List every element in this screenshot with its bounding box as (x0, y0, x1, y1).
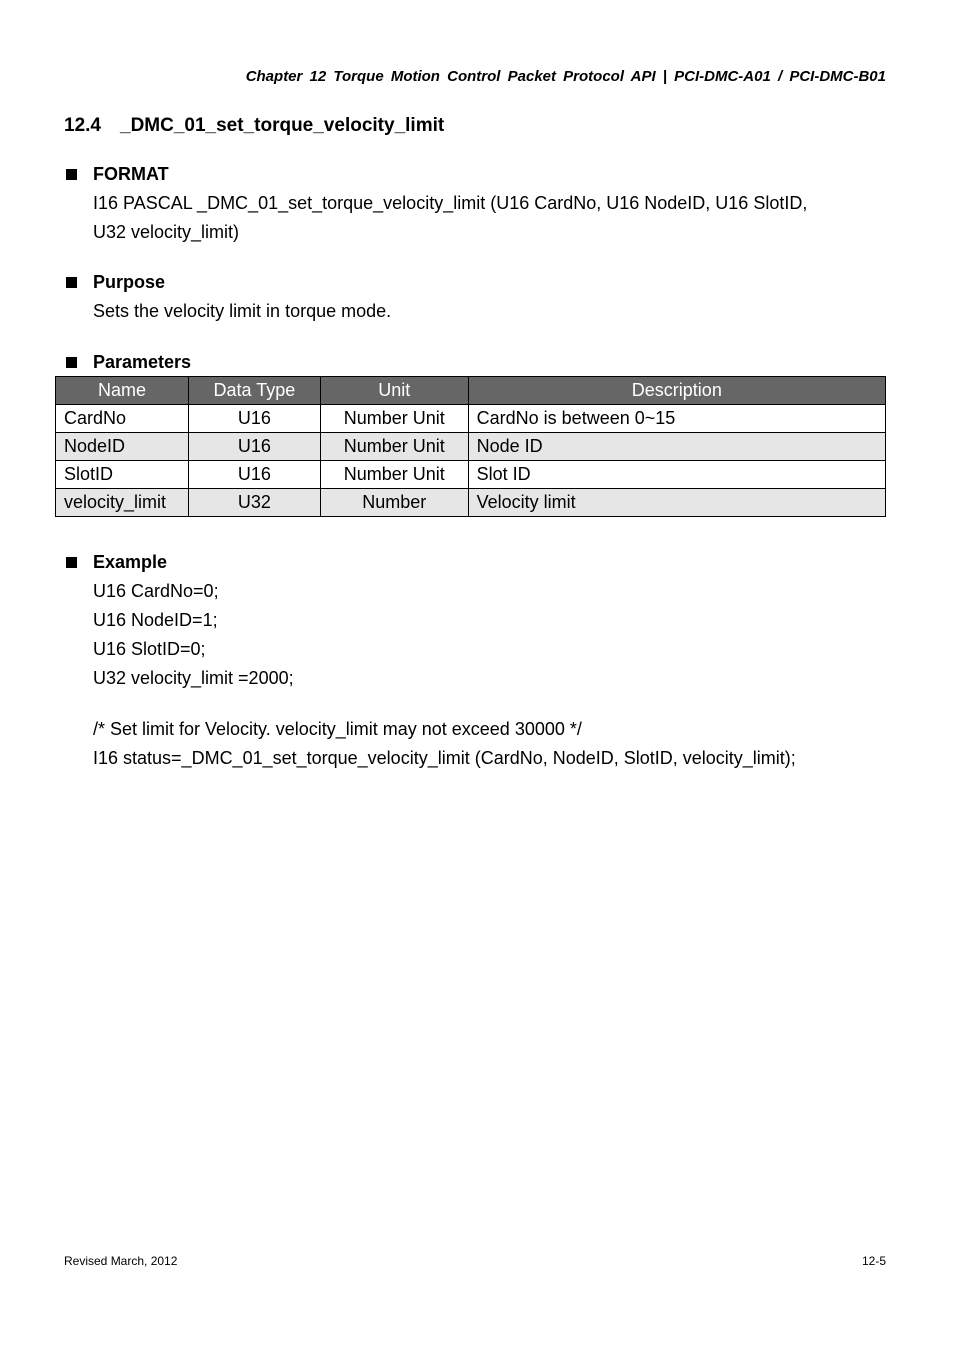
parameters-heading (64, 348, 886, 377)
table-row (56, 433, 886, 461)
param-description: CardNo is between 0~15 (468, 405, 885, 433)
square-bullet-icon (66, 277, 77, 288)
format-heading-label: FORMAT (93, 164, 169, 184)
param-unit: Number Unit (320, 433, 468, 461)
param-description: Node ID (468, 433, 885, 461)
column-header-description: Description (468, 377, 885, 405)
parameters-block (64, 348, 886, 377)
square-bullet-icon (66, 357, 77, 368)
purpose-heading-label: Purpose (93, 272, 166, 292)
param-unit: Number (320, 489, 468, 517)
param-unit: Number Unit (320, 405, 468, 433)
table-row (56, 461, 886, 489)
section-name: _DMC_01_set_torque_velocity_limit (120, 115, 445, 136)
param-name: velocity_limit (56, 489, 189, 517)
example-line-4: U32 velocity_limit =2000; (93, 668, 294, 688)
format-line-1: I16 PASCAL _DMC_01_set_torque_velocity_limit (U16 CardNo, U16 NodeID, U16 SlotID, (93, 193, 808, 213)
purpose-block (64, 268, 886, 326)
purpose-heading (64, 268, 886, 297)
param-type: U16 (188, 433, 320, 461)
param-name: CardNo (56, 405, 189, 433)
example-call: I16 status=_DMC_01_set_torque_velocity_limit (CardNo, NodeID, SlotID, velocity_limit); (93, 748, 796, 768)
example-comment: /* Set limit for Velocity. velocity_limit may not exceed 30000 */ (93, 719, 582, 739)
parameters-heading-label: Parameters (93, 352, 192, 372)
page-header: Chapter 12 Torque Motion Control Packet Protocol API | PCI-DMC-A01 / PCI-DMC-B01 (245, 68, 886, 85)
example-block (64, 548, 886, 773)
example-heading (64, 548, 886, 577)
format-block (64, 160, 886, 247)
square-bullet-icon (66, 557, 77, 568)
format-heading (64, 160, 886, 189)
example-heading-label: Example (93, 552, 168, 572)
table-row (56, 405, 886, 433)
table-row (56, 489, 886, 517)
section-title (64, 115, 444, 137)
footer-revision: Revised March, 2012 (64, 1254, 178, 1268)
example-line-1: U16 CardNo=0; (93, 581, 219, 601)
param-unit: Number Unit (320, 461, 468, 489)
column-header-name: Name (56, 377, 189, 405)
column-header-unit: Unit (320, 377, 468, 405)
param-type: U16 (188, 405, 320, 433)
format-line-2: U32 velocity_limit) (93, 222, 240, 242)
section-number: 12.4 (64, 115, 101, 136)
table-header-row (56, 377, 886, 405)
footer-page-number: 12-5 (861, 1254, 886, 1268)
column-header-data-type: Data Type (188, 377, 320, 405)
param-type: U16 (188, 461, 320, 489)
example-line-3: U16 SlotID=0; (93, 639, 206, 659)
parameters-table (55, 376, 886, 517)
param-name: NodeID (56, 433, 189, 461)
param-description: Velocity limit (468, 489, 885, 517)
param-type: U32 (188, 489, 320, 517)
param-description: Slot ID (468, 461, 885, 489)
example-line-2: U16 NodeID=1; (93, 610, 218, 630)
purpose-text: Sets the velocity limit in torque mode. (93, 301, 392, 321)
param-name: SlotID (56, 461, 189, 489)
square-bullet-icon (66, 169, 77, 180)
